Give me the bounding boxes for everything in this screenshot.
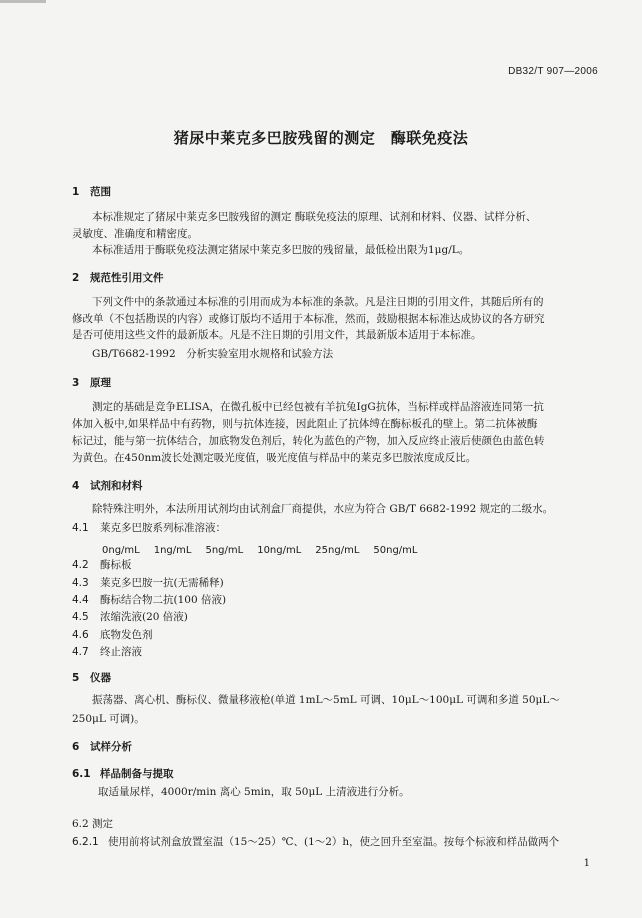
section-number: 2 [72, 272, 80, 284]
item-number: 4.7 [72, 646, 89, 658]
subsection-6-2-1 [72, 834, 559, 849]
concentration-value: 1ng/mL [153, 545, 192, 556]
section-number: 5 [72, 672, 80, 684]
item-number: 4.1 [72, 522, 89, 534]
concentration-value: 10ng/mL [257, 545, 302, 556]
subsection-6-1-text: 取适量尿样，4000r/min 离心 5min，取 50μL 上清液进行分析。 [98, 786, 410, 798]
section-3-line2: 体加入板中,如果样品中有药物，则与抗体连接，因此阻止了抗体缚在酶标板孔的壁上。第二抗体被酶 [72, 418, 538, 430]
section-title: 范围 [90, 186, 111, 198]
section-5-line1: 振荡器、离心机、酶标仪、微量移液枪(单道 1mL～5mL 可调、10μL～100μL 可调和多道 50μL～ [92, 694, 560, 706]
item-4-2 [72, 557, 132, 572]
scan-smudge [0, 0, 46, 3]
subsection-6-1-heading [72, 766, 174, 781]
section-2-p1-line3: 是否可使用这些文件的最新版本。凡是不注日期的引用文件，其最新版本适用于本标准。 [72, 329, 482, 341]
section-4-heading [72, 478, 143, 493]
item-number: 4.6 [72, 629, 89, 641]
concentration-value: 25ng/mL [315, 545, 360, 556]
section-4-intro: 除特殊注明外，本法所用试剂均由试剂盒厂商提供，水应为符合 GB/T 6682-1992 规定的二级水。 [92, 503, 554, 515]
section-5-line2: 250μL 可调)。 [72, 713, 145, 725]
section-number: 1 [72, 186, 80, 198]
item-number: 4.5 [72, 611, 89, 623]
item-label: 终止溶液 [100, 646, 142, 658]
document-id: DB32/T 907—2006 [508, 66, 598, 77]
item-label: 莱克多巴胺一抗(无需稀释) [100, 577, 224, 589]
section-number: 3 [72, 377, 80, 389]
concentration-list [102, 538, 431, 557]
section-1-p2: 本标准适用于酶联免疫法测定猪尿中莱克多巴胺的残留量，最低检出限为1μg/L。 [92, 244, 470, 256]
section-1-heading [72, 184, 111, 199]
concentration-value: 50ng/mL [373, 545, 418, 556]
section-title: 试剂和材料 [90, 480, 143, 492]
item-label: 酶标板 [100, 559, 132, 571]
item-4-7 [72, 644, 142, 659]
item-number: 4.4 [72, 594, 89, 606]
section-1-p1-line1: 本标准规定了猪尿中莱克多巴胺残留的测定 酶联免疫法的原理、试剂和材料、仪器、试样分析、 [92, 211, 537, 223]
item-4-5 [72, 609, 188, 624]
item-4-4 [72, 592, 226, 607]
concentration-value: 0ng/mL [102, 545, 140, 556]
section-3-heading [72, 375, 111, 390]
item-number: 4.3 [72, 577, 89, 589]
subsection-number: 6.1 [72, 768, 91, 780]
page-number: 1 [583, 858, 590, 869]
section-6-heading [72, 739, 132, 754]
subsection-6-2-heading: 6.2 测定 [72, 818, 114, 830]
subsection-text: 使用前将试剂盒放置室温（15～25）℃、(1～2）h，使之回升至室温。按每个标液和样品做两个 [108, 836, 560, 848]
item-4-3 [72, 575, 224, 590]
section-5-heading [72, 670, 111, 685]
section-3-line3: 标记过，能与第一抗体结合，加底物发色剂后，转化为蓝色的产物，加入反应终止液后使颜色由蓝色转 [72, 435, 545, 447]
section-2-heading [72, 270, 164, 285]
subsection-number: 6.2.1 [72, 836, 99, 848]
item-4-1 [72, 520, 226, 535]
section-1-p1-line2: 灵敏度、准确度和精密度。 [72, 228, 198, 240]
section-number: 4 [72, 480, 80, 492]
section-2-p1-line1: 下列文件中的条款通过本标准的引用而成为本标准的条款。凡是注日期的引用文件，其随后所有的 [92, 296, 544, 308]
section-number: 6 [72, 741, 80, 753]
section-3-line4: 为黄色。在450nm波长处测定吸光度值，吸光度值与样品中的莱克多巴胺浓度成反比。 [72, 452, 477, 464]
concentration-value: 5ng/mL [205, 545, 244, 556]
section-title: 规范性引用文件 [90, 272, 164, 284]
document-title: 猪尿中莱克多巴胺残留的测定 酶联免疫法 [173, 129, 469, 147]
section-title: 试样分析 [90, 741, 132, 753]
item-label: 浓缩洗液(20 倍液) [100, 611, 188, 623]
subsection-title: 样品制备与提取 [100, 768, 174, 780]
item-label: 莱克多巴胺系列标准溶液： [100, 522, 226, 534]
section-2-p1-line2: 修改单（不包括勘误的内容）或修订版均不适用于本标准，然而，鼓励根据本标准达成协议的各方研究 [72, 313, 545, 325]
section-title: 原理 [90, 377, 111, 389]
item-label: 酶标结合物二抗(100 倍液) [100, 594, 227, 606]
item-number: 4.2 [72, 559, 89, 571]
section-3-line1: 测定的基础是竞争ELISA，在微孔板中已经包被有羊抗兔IgG抗体，当标样或样品溶液连同第一抗 [92, 401, 544, 413]
section-title: 仪器 [90, 672, 111, 684]
item-4-6 [72, 627, 153, 642]
section-2-reference: GB/T6682-1992 分析实验室用水规格和试验方法 [92, 348, 334, 360]
item-label: 底物发色剂 [100, 629, 153, 641]
